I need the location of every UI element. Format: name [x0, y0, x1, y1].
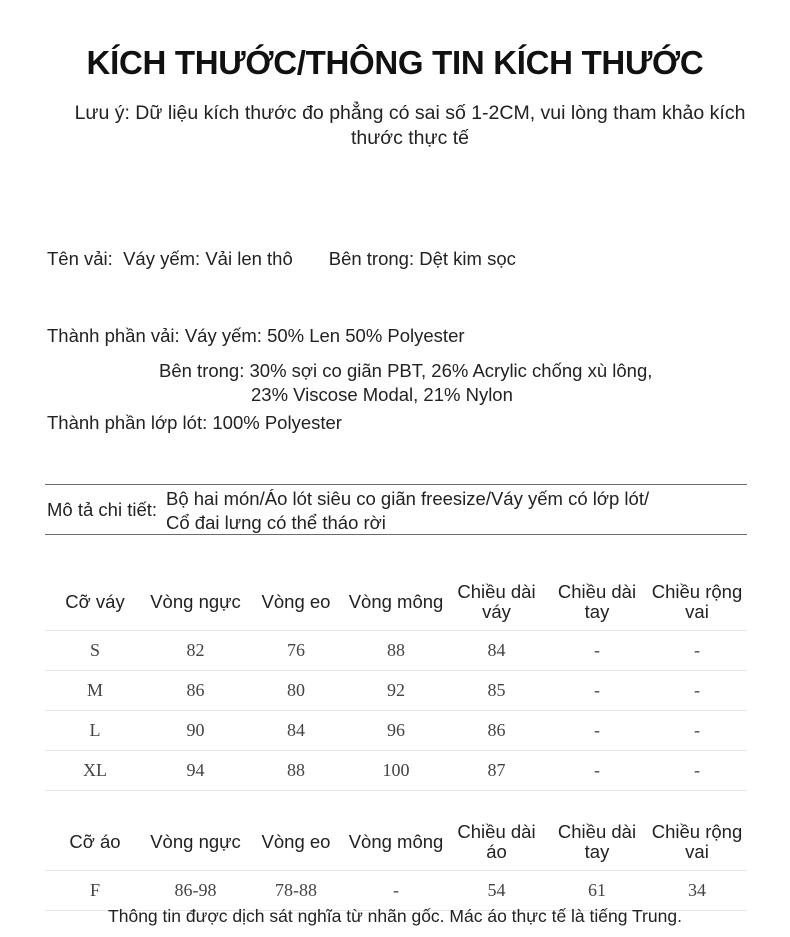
table-cell: 84 — [446, 630, 547, 670]
detail-line-2: Cổ đai lưng có thể tháo rời — [166, 512, 386, 533]
header-cell: Vòng ngực — [150, 590, 241, 612]
fabric-composition-line: Thành phần vải: Váy yếm: 50% Len 50% Polyester — [47, 325, 465, 346]
table-cell: 88 — [346, 630, 446, 670]
detail-bottom-divider — [45, 534, 747, 535]
table-cell: L — [45, 710, 145, 750]
dress-table-header — [45, 574, 747, 630]
table-cell: 86-98 — [145, 870, 246, 910]
table-cell: - — [547, 630, 647, 670]
fabric-name-line: Tên vải: Váy yếm: Vải len thô Bên trong: Dệt kim sọc — [47, 248, 516, 269]
inner-composition-line-1: Bên trong: 30% sợi co giãn PBT, 26% Acrylic chống xù lông, — [159, 360, 653, 381]
table-row — [45, 870, 747, 910]
table-row — [45, 670, 747, 710]
table-cell: - — [547, 670, 647, 710]
table-cell: - — [547, 710, 647, 750]
table-cell: - — [647, 670, 747, 710]
table-cell: F — [45, 870, 145, 910]
table-cell: - — [547, 750, 647, 790]
header-cell: Vòng mông — [348, 590, 444, 612]
table-cell: 85 — [446, 670, 547, 710]
footer-note: Thông tin được dịch sát nghĩa từ nhãn gốc. Mác áo thực tế là tiếng Trung. — [108, 906, 682, 926]
table-cell: 88 — [246, 750, 346, 790]
lining-composition-line: Thành phần lớp lót: 100% Polyester — [47, 412, 342, 433]
header-cell: Vòng ngực — [150, 830, 241, 852]
table-cell: 90 — [145, 710, 246, 750]
table-cell: - — [647, 710, 747, 750]
table-cell: 86 — [446, 710, 547, 750]
table-cell: 76 — [246, 630, 346, 670]
dress-size-table — [45, 574, 747, 791]
page-title: KÍCH THƯỚC/THÔNG TIN KÍCH THƯỚC — [86, 44, 704, 81]
table-cell: S — [45, 630, 145, 670]
table-cell: 87 — [446, 750, 547, 790]
top-table-header — [45, 814, 747, 870]
table-cell: 61 — [547, 870, 647, 910]
table-cell: - — [346, 870, 446, 910]
table-cell: 34 — [647, 870, 747, 910]
table-cell: - — [647, 630, 747, 670]
top-size-table — [45, 814, 747, 911]
table-cell: 92 — [346, 670, 446, 710]
header-cell: Vòng eo — [261, 590, 331, 612]
table-cell: 86 — [145, 670, 246, 710]
header-cell: Chiều dài tay — [557, 580, 637, 622]
header-cell: Vòng eo — [261, 830, 331, 852]
table-cell: 96 — [346, 710, 446, 750]
detail-description — [166, 487, 649, 535]
table-cell: XL — [45, 750, 145, 790]
table-cell: 100 — [346, 750, 446, 790]
header-cell: Cỡ váy — [65, 590, 125, 612]
table-cell: M — [45, 670, 145, 710]
table-row — [45, 630, 747, 670]
table-row — [45, 710, 747, 750]
table-cell: 78-88 — [246, 870, 346, 910]
table-cell: 54 — [446, 870, 547, 910]
inner-composition-line-2: 23% Viscose Modal, 21% Nylon — [251, 384, 513, 405]
header-cell: Chiều rộng vai — [651, 820, 743, 862]
table-cell: 94 — [145, 750, 246, 790]
table-cell: 80 — [246, 670, 346, 710]
header-cell: Vòng mông — [348, 830, 444, 852]
header-cell: Chiều dài váy — [457, 580, 536, 622]
header-cell: Chiều dài áo — [457, 820, 536, 862]
table-row — [45, 750, 747, 790]
detail-line-1: Bộ hai món/Áo lót siêu co giãn freesize/Váy yếm có lớp lót/ — [166, 488, 650, 509]
header-cell: Cỡ áo — [69, 830, 121, 852]
header-cell: Chiều dài tay — [557, 820, 637, 862]
detail-label: Mô tả chi tiết: — [47, 499, 158, 520]
detail-top-divider — [45, 484, 747, 485]
table-cell: 84 — [246, 710, 346, 750]
measurement-note: Lưu ý: Dữ liệu kích thước đo phẳng có sai số 1-2CM, vui lòng tham khảo kích thước thực tế — [74, 102, 746, 149]
header-cell: Chiều rộng vai — [651, 580, 743, 622]
table-cell: - — [647, 750, 747, 790]
table-cell: 82 — [145, 630, 246, 670]
